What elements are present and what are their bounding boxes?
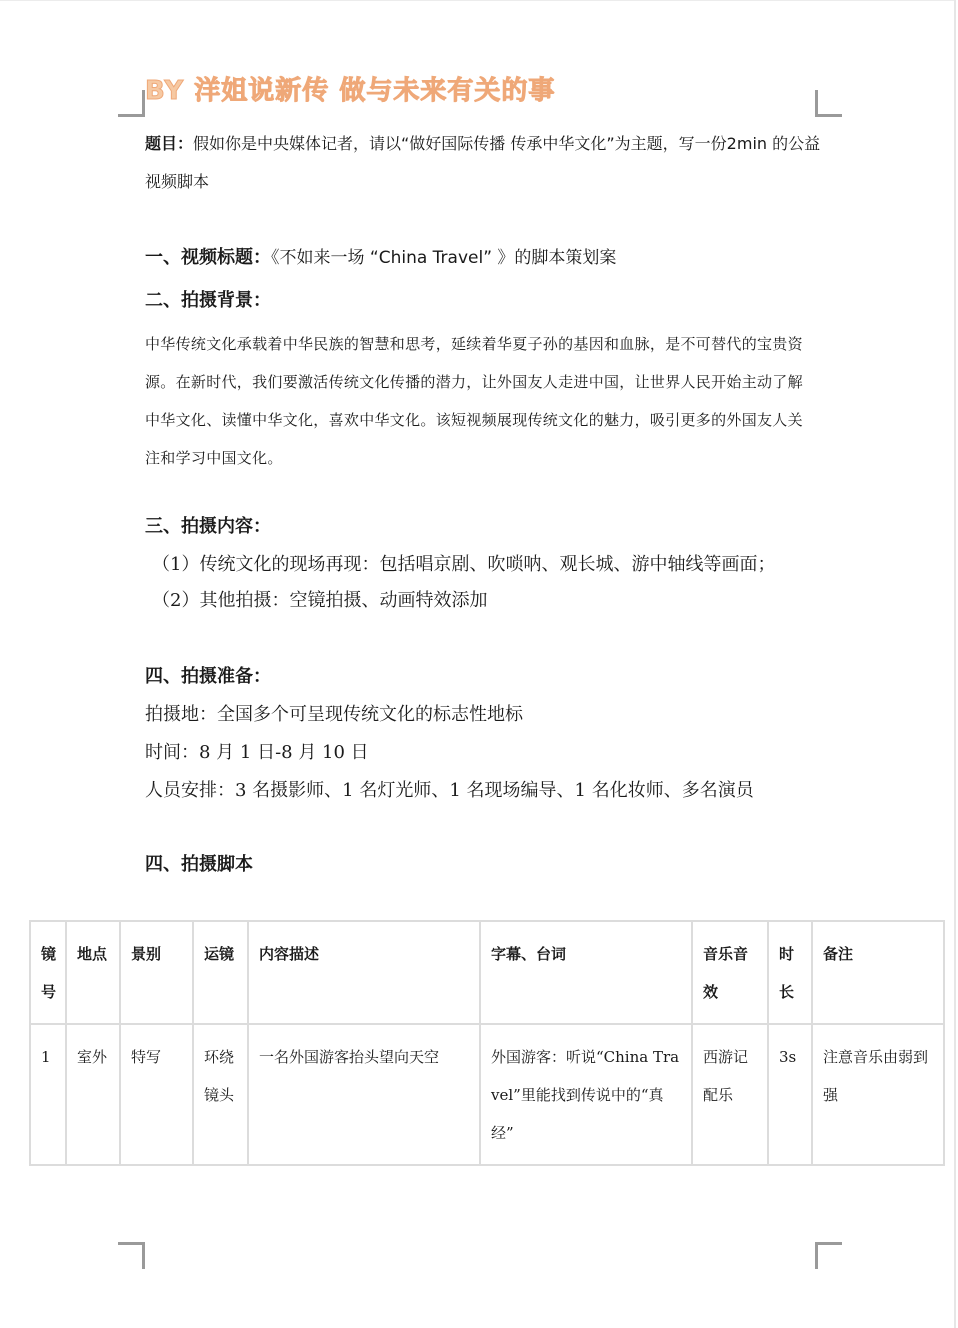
cell-subtitles: 外国游客：听说“China Travel”里能找到传说中的“真经” [480, 1024, 692, 1165]
cell-camera-move: 环绕镜头 [193, 1024, 248, 1165]
topic-text: 假如你是中央媒体记者，请以“做好国际传播 传承中华文化”为主题，写一份2min 的公益视频脚本 [145, 134, 821, 191]
th-camera-move: 运镜 [193, 921, 248, 1024]
section-title-line [145, 243, 616, 269]
content-item-1: （1）传统文化的现场再现：包括唱京剧、吹唢呐、观长城、游中轴线等画面； [152, 554, 776, 575]
margin-corner-top-right [815, 90, 842, 117]
topic-paragraph [145, 125, 835, 201]
th-shot-size: 景别 [120, 921, 193, 1024]
section-3-heading: 三、拍摄内容： [145, 516, 271, 537]
section-4-heading: 四、拍摄准备： [145, 666, 271, 687]
prep-time: 时间：8 月 1 日-8 月 10 日 [145, 742, 369, 763]
page-top-edge [0, 0, 956, 1]
th-shot-no: 镜号 [30, 921, 66, 1024]
th-description: 内容描述 [248, 921, 480, 1024]
th-location: 地点 [66, 921, 120, 1024]
section-2-heading: 二、拍摄背景： [145, 290, 271, 311]
background-paragraph: 中华传统文化承载着中华民族的智慧和思考，延续着华夏子孙的基因和血脉，是不可替代的宝贵资源。在新时代，我们要激活传统文化传播的潜力，让外国友人走进中国，让世界人民开始主动了解中华文化、读懂中华文化，喜欢中华文化。该短视频展现传统文化的魅力，吸引更多的外国友人关注和学习中国文化。 [145, 335, 803, 467]
video-title-text: 《不如来一场 “China Travel” 》的脚本策划案 [271, 248, 617, 268]
table-header-row [30, 921, 944, 1024]
cell-description: 一名外国游客抬头望向天空 [248, 1024, 480, 1165]
margin-corner-bottom-left [118, 1242, 145, 1269]
margin-corner-top-left [118, 90, 145, 117]
page-right-edge [954, 0, 956, 1328]
th-duration: 时长 [768, 921, 812, 1024]
cell-notes: 注意音乐由弱到强 [812, 1024, 944, 1165]
table-row [30, 1024, 944, 1165]
cell-music: 西游记配乐 [692, 1024, 768, 1165]
cell-duration: 3s [768, 1024, 812, 1165]
prep-location: 拍摄地：全国多个可呈现传统文化的标志性地标 [145, 704, 523, 725]
script-table [29, 920, 945, 1166]
cell-shot-size: 特写 [120, 1024, 193, 1165]
section-1-heading: 一、视频标题： [145, 247, 271, 268]
topic-label: 题目： [145, 134, 194, 153]
margin-corner-bottom-right [815, 1242, 842, 1269]
th-subtitles: 字幕、台词 [480, 921, 692, 1024]
th-notes: 备注 [812, 921, 944, 1024]
header-banner: BY 洋姐说新传 做与未来有关的事 [145, 76, 556, 106]
cell-shot-no: 1 [30, 1024, 66, 1165]
section-5-heading: 四、拍摄脚本 [145, 854, 253, 875]
prep-staff: 人员安排：3 名摄影师、1 名灯光师、1 名现场编导、1 名化妆师、多名演员 [145, 780, 754, 801]
cell-location: 室外 [66, 1024, 120, 1165]
content-item-2: （2）其他拍摄：空镜拍摄、动画特效添加 [152, 590, 488, 611]
th-music: 音乐音效 [692, 921, 768, 1024]
